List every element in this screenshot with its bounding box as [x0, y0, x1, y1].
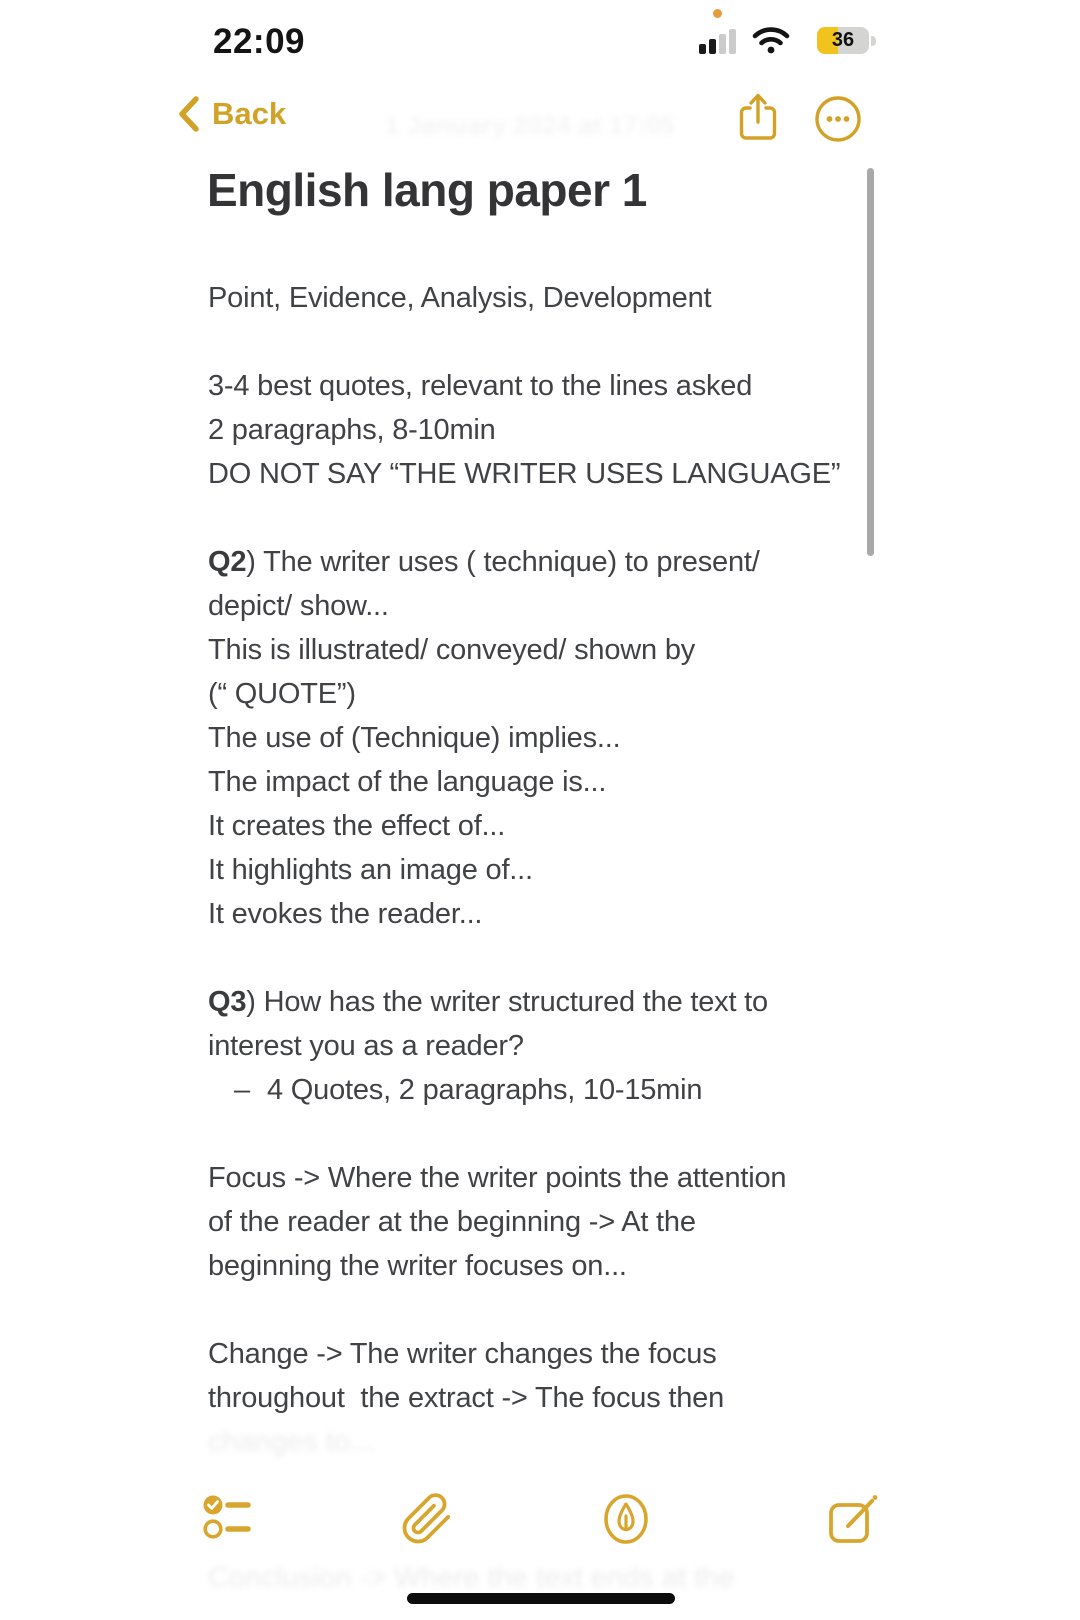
back-button-label: Back	[212, 96, 287, 131]
faded-text-line: changes to...	[208, 1426, 375, 1458]
note-paragraph	[208, 1156, 868, 1288]
note-content[interactable]	[208, 276, 868, 1464]
chevron-left-icon	[178, 96, 200, 132]
note-paragraph	[208, 540, 868, 936]
note-text-line: DO NOT SAY “THE WRITER USES LANGUAGE”	[208, 458, 841, 490]
compose-icon[interactable]	[826, 1492, 880, 1546]
share-icon[interactable]	[738, 92, 778, 142]
note-text-line: Change -> The writer changes the focus	[208, 1338, 717, 1370]
note-paragraph	[208, 980, 868, 1112]
checklist-icon[interactable]	[201, 1492, 253, 1542]
battery-indicator	[817, 27, 869, 54]
note-text-line: It creates the effect of...	[208, 810, 506, 842]
faded-date-text: 1 January 2024 at 17:05	[384, 110, 676, 140]
note-paragraph	[208, 364, 868, 496]
more-options-icon[interactable]	[813, 94, 863, 144]
note-text-line: This is illustrated/ conveyed/ shown by	[208, 634, 696, 666]
note-text-line: The impact of the language is...	[208, 766, 607, 798]
note-text-line: Point, Evidence, Analysis, Development	[208, 282, 712, 314]
battery-percent-label: 36	[831, 29, 855, 51]
note-text-line: depict/ show...	[208, 590, 389, 622]
note-text-line: The use of (Technique) implies...	[208, 722, 621, 754]
note-text-line: It highlights an image of...	[208, 854, 533, 886]
note-text-line: It evokes the reader...	[208, 898, 483, 930]
battery-cap	[871, 36, 876, 46]
status-time: 22:09	[213, 22, 306, 61]
home-indicator[interactable]	[407, 1593, 675, 1604]
back-button[interactable]	[178, 96, 286, 132]
note-text-line: (“ QUOTE”)	[208, 678, 356, 710]
note-text-line: beginning the writer focuses on...	[208, 1250, 627, 1282]
note-text-line: 3-4 best quotes, relevant to the lines asked	[208, 370, 753, 402]
wifi-icon	[752, 26, 790, 54]
microphone-indicator-dot	[713, 9, 722, 18]
note-text-line: Q3) How has the writer structured the text to	[208, 986, 768, 1018]
faded-text-line: Conclusion -> Where the text ends at the	[208, 1562, 735, 1594]
note-text-line: interest you as a reader?	[208, 1030, 524, 1062]
note-text-line: of the reader at the beginning -> At the	[208, 1206, 696, 1238]
note-paragraph	[208, 276, 868, 320]
note-text-line: Q2) The writer uses ( technique) to present/	[208, 546, 760, 578]
cellular-signal-icon	[699, 28, 747, 54]
note-text-line: Focus -> Where the writer points the attention	[208, 1162, 787, 1194]
markup-pen-icon[interactable]	[601, 1492, 651, 1546]
note-text-line: throughout the extract -> The focus then	[208, 1382, 725, 1414]
note-text-line: – 4 Quotes, 2 paragraphs, 10-15min	[234, 1074, 703, 1106]
bottom-toolbar	[0, 1486, 1080, 1556]
scrollbar[interactable]	[867, 168, 874, 556]
note-text-line: 2 paragraphs, 8-10min	[208, 414, 496, 446]
attachment-paperclip-icon[interactable]	[400, 1492, 454, 1546]
note-title: English lang paper 1	[207, 164, 647, 216]
note-paragraph	[208, 1332, 868, 1420]
